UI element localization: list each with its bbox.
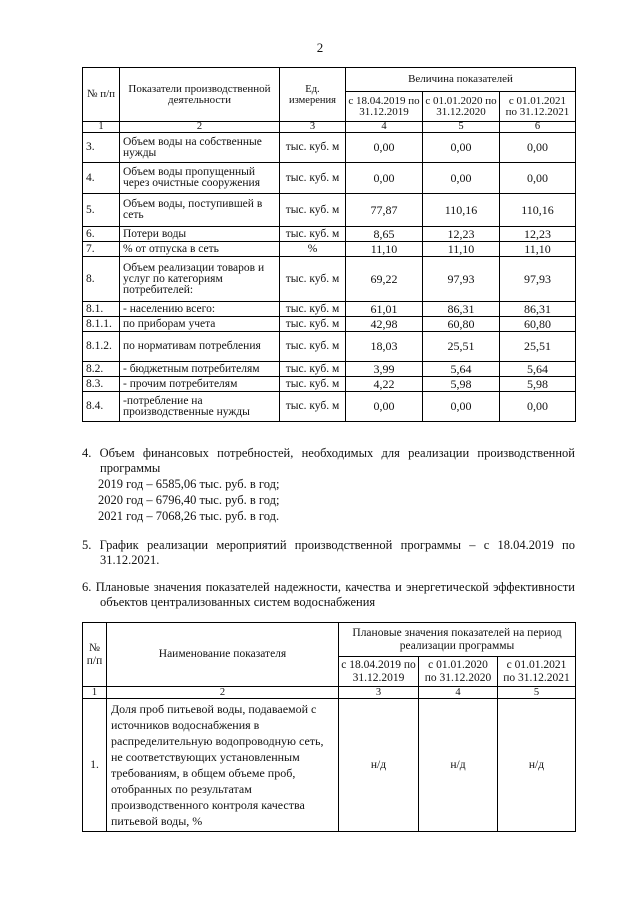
row-value: 5,64 (500, 362, 576, 377)
row-indicator: - прочим потребителям (120, 377, 280, 392)
table-row (83, 362, 576, 377)
column-number: 2 (107, 687, 339, 699)
row-unit: тыс. куб. м (280, 317, 346, 332)
row-value: 0,00 (346, 133, 423, 163)
column-number: 2 (120, 122, 280, 133)
row-unit: тыс. куб. м (280, 133, 346, 163)
row-indicator: Объем реализации товаров и услуг по категориям потребителей: (120, 257, 280, 302)
table-row (83, 242, 576, 257)
row-value: 0,00 (423, 133, 500, 163)
row-unit: тыс. куб. м (280, 362, 346, 377)
row-indicator: Объем воды пропущенный через очистные сооружения (120, 163, 280, 194)
row-value: 69,22 (346, 257, 423, 302)
table-row (83, 377, 576, 392)
row-value: 25,51 (500, 332, 576, 362)
row-num: 4. (83, 163, 120, 194)
header-period: с 01.01.2020 по 31.12.2020 (419, 657, 498, 687)
row-indicator: - бюджетным потребителям (120, 362, 280, 377)
section-4-text: 4. Объем финансовых потребностей, необходимых для реализации производственной программы (82, 446, 575, 475)
row-value: 61,01 (346, 302, 423, 317)
row-indicator: -потребление на производственные нужды (120, 392, 280, 422)
row-unit: тыс. куб. м (280, 302, 346, 317)
row-value: 5,98 (423, 377, 500, 392)
row-value: 0,00 (500, 163, 576, 194)
row-unit: % (280, 242, 346, 257)
row-value: 5,98 (500, 377, 576, 392)
row-num: 8.2. (83, 362, 120, 377)
row-value: 18,03 (346, 332, 423, 362)
table-row (83, 194, 576, 227)
header-period: с 01.01.2021 по 31.12.2021 (498, 657, 576, 687)
table-row (83, 302, 576, 317)
row-value: 4,22 (346, 377, 423, 392)
table-row (83, 227, 576, 242)
column-number: 1 (83, 687, 107, 699)
header-period: с 01.01.2021 по 31.12.2021 (500, 92, 576, 122)
row-num: 3. (83, 133, 120, 163)
row-value: 0,00 (346, 163, 423, 194)
header-period: с 18.04.2019 по 31.12.2019 (346, 92, 423, 122)
table-row (83, 699, 576, 832)
row-value: 11,10 (500, 242, 576, 257)
header-num: № п/п (83, 68, 120, 122)
row-value: 0,00 (500, 392, 576, 422)
header-period: с 18.04.2019 по 31.12.2019 (339, 657, 419, 687)
table-row (83, 392, 576, 422)
row-value: 12,23 (500, 227, 576, 242)
financial-year-line: 2020 год – 6796,40 тыс. руб. в год; (98, 493, 280, 507)
financial-year-line: 2021 год – 7068,26 тыс. руб. в год. (98, 509, 280, 523)
header-unit: Ед. измерения (280, 68, 346, 122)
row-value: 12,23 (423, 227, 500, 242)
row-indicator: Потери воды (120, 227, 280, 242)
row-unit: тыс. куб. м (280, 227, 346, 242)
row-value: 0,00 (423, 392, 500, 422)
row-num: 8.3. (83, 377, 120, 392)
row-value: 60,80 (423, 317, 500, 332)
section-6-heading: 6. Плановые значения показателей надежности, качества и энергетической эффективности объектов централизованных систем водоснабжения (82, 580, 575, 609)
row-value: 5,64 (423, 362, 500, 377)
row-value: 60,80 (500, 317, 576, 332)
row-indicator: по приборам учета (120, 317, 280, 332)
row-num: 8. (83, 257, 120, 302)
row-value: 11,10 (423, 242, 500, 257)
header-period: с 01.01.2020 по 31.12.2020 (423, 92, 500, 122)
table-row (83, 163, 576, 194)
header-indicator: Показатели производственной деятельности (120, 68, 280, 122)
row-num: 8.1. (83, 302, 120, 317)
table-row (83, 332, 576, 362)
column-number: 5 (423, 122, 500, 133)
column-number: 1 (83, 122, 120, 133)
row-value: 42,98 (346, 317, 423, 332)
row-num: 8.1.2. (83, 332, 120, 362)
section-5-schedule: 5. График реализации мероприятий производственной программы – с 18.04.2019 по 31.12.2021. (82, 538, 575, 567)
table-row (83, 133, 576, 163)
row-value: 86,31 (500, 302, 576, 317)
column-number: 3 (339, 687, 419, 699)
row-value: 97,93 (423, 257, 500, 302)
row-value: н/д (339, 699, 419, 832)
table-row (83, 317, 576, 332)
row-num: 1. (83, 699, 107, 832)
financial-year-line: 2019 год – 6585,06 тыс. руб. в год; (98, 477, 280, 491)
row-num: 8.1.1. (83, 317, 120, 332)
table-row (83, 257, 576, 302)
page-number: 2 (316, 40, 324, 55)
row-num: 8.4. (83, 392, 120, 422)
row-unit: тыс. куб. м (280, 257, 346, 302)
row-unit: тыс. куб. м (280, 332, 346, 362)
header-value-group: Плановые значения показателей на период реализации программы (339, 623, 576, 657)
row-value: 0,00 (346, 392, 423, 422)
row-value: 110,16 (500, 194, 576, 227)
reliability-indicators-table (82, 622, 576, 832)
row-num: 6. (83, 227, 120, 242)
row-value: 110,16 (423, 194, 500, 227)
section-4-financial-needs (82, 446, 575, 525)
column-number: 3 (280, 122, 346, 133)
column-number: 6 (500, 122, 576, 133)
row-unit: тыс. куб. м (280, 377, 346, 392)
header-num: № п/п (83, 623, 107, 687)
row-indicator: Объем воды на собственные нужды (120, 133, 280, 163)
row-unit: тыс. куб. м (280, 392, 346, 422)
column-number: 4 (346, 122, 423, 133)
row-value: 86,31 (423, 302, 500, 317)
row-value: 0,00 (500, 133, 576, 163)
production-indicators-table (82, 67, 576, 422)
row-value: н/д (419, 699, 498, 832)
header-value-group: Величина показателей (346, 68, 576, 92)
row-indicator: % от отпуска в сеть (120, 242, 280, 257)
row-indicator: Доля проб питьевой воды, подаваемой с источников водоснабжения в распределительную водопроводную сеть, не соответствующих установленным требованиям, в общем объеме проб, отобранных по результатам производственного контроля качества питьевой воды, % (107, 699, 339, 832)
row-unit: тыс. куб. м (280, 194, 346, 227)
row-indicator: Объем воды, поступившей в сеть (120, 194, 280, 227)
row-value: 11,10 (346, 242, 423, 257)
header-name: Наименование показателя (107, 623, 339, 687)
row-value: 77,87 (346, 194, 423, 227)
row-indicator: - населению всего: (120, 302, 280, 317)
row-value: 3,99 (346, 362, 423, 377)
row-value: 8,65 (346, 227, 423, 242)
row-num: 5. (83, 194, 120, 227)
column-number: 4 (419, 687, 498, 699)
row-value: 25,51 (423, 332, 500, 362)
row-num: 7. (83, 242, 120, 257)
row-indicator: по нормативам потребления (120, 332, 280, 362)
row-unit: тыс. куб. м (280, 163, 346, 194)
column-number: 5 (498, 687, 576, 699)
row-value: н/д (498, 699, 576, 832)
row-value: 0,00 (423, 163, 500, 194)
row-value: 97,93 (500, 257, 576, 302)
